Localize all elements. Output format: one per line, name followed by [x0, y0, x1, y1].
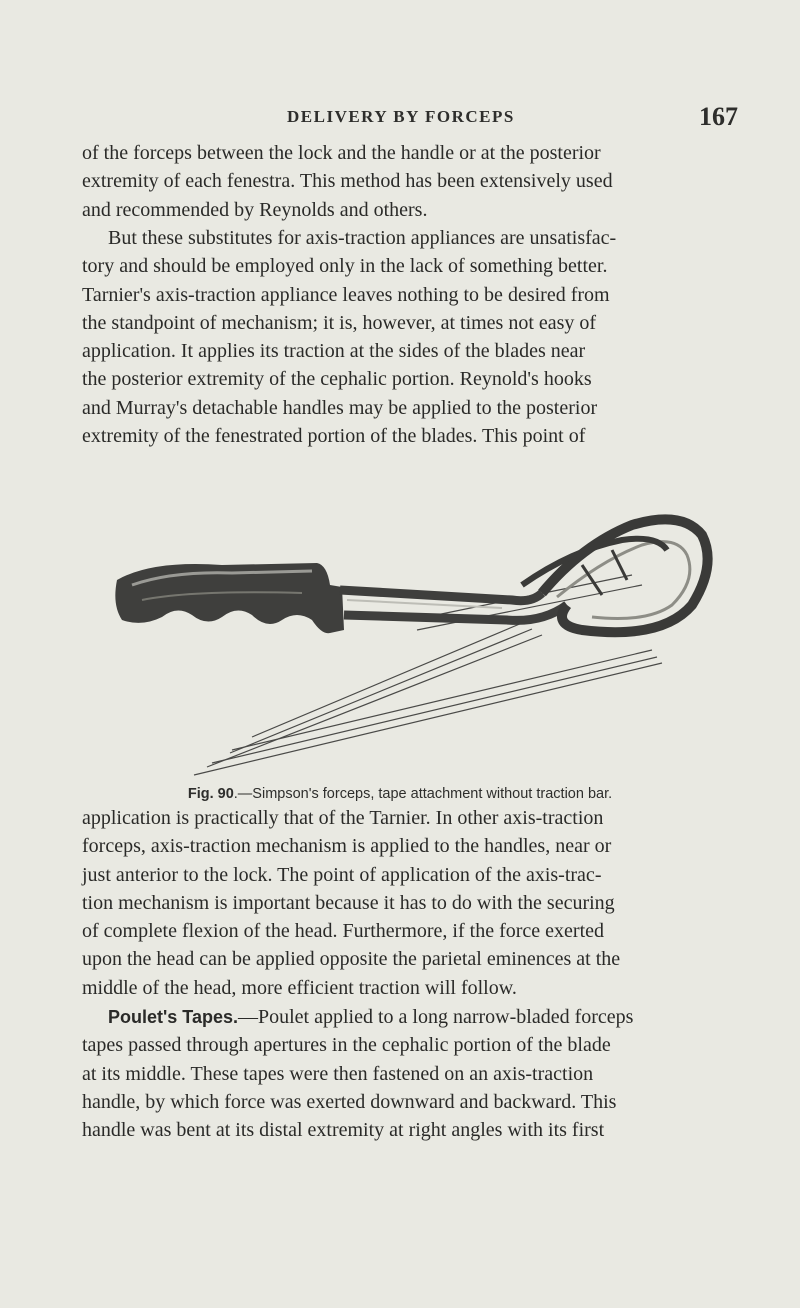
paragraph-1 — [82, 139, 738, 224]
text-line: at its middle. These tapes were then fastened on an axis-traction — [82, 1062, 594, 1085]
text-line: of complete flexion of the head. Furthermore, if the force exerted — [82, 920, 605, 943]
text-line: tion mechanism is important because it has to do with the securing — [82, 891, 615, 914]
text-line: Tarnier's axis-traction appliance leaves nothing to be desired from — [82, 283, 610, 306]
text-line: application is practically that of the Tarnier. In other axis-traction — [82, 807, 604, 829]
text-line: handle was bent at its distal extremity at right angles with its first — [82, 1119, 605, 1142]
paragraph-2 — [82, 224, 738, 450]
text-line: handle, by which force was exerted downward and backward. This — [82, 1090, 617, 1113]
text-line: the standpoint of mechanism; it is, however, at times not easy of — [82, 311, 597, 334]
figure-caption-text: .—Simpson's forceps, tape attachment without traction bar. — [233, 786, 613, 802]
text-line: But these substitutes for axis-traction appliances are unsatisfac- — [108, 227, 617, 249]
text-line: of the forceps between the lock and the handle or at the posterior — [82, 142, 601, 164]
running-head: DELIVERY BY FORCEPS — [287, 107, 515, 126]
section-heading: Poulet's Tapes. — [108, 1007, 238, 1027]
page-number: 167 — [699, 102, 738, 131]
text-line: tory and should be employed only in the lack of something better. — [82, 255, 608, 278]
text-line: upon the head can be applied opposite the parietal eminences at the — [82, 948, 621, 971]
text-line: tapes passed through apertures in the cephalic portion of the blade — [82, 1034, 611, 1057]
text-line: application. It applies its traction at the sides of the blades near — [82, 340, 586, 363]
text-line: and recommended by Reynolds and others. — [82, 198, 428, 221]
forceps-illustration — [112, 505, 722, 780]
section-first-line — [82, 1003, 738, 1031]
text-line: just anterior to the lock. The point of application of the axis-trac- — [82, 863, 602, 886]
text-line: middle of the head, more efficient traction will follow. — [82, 976, 517, 999]
text-line: extremity of the fenestrated portion of the blades. This point of — [82, 425, 586, 448]
figure-caption — [0, 786, 800, 802]
figure-label: Fig. 90 — [187, 786, 234, 802]
paragraph-3 — [82, 804, 738, 1002]
text-line: the posterior extremity of the cephalic portion. Reynold's hooks — [82, 368, 592, 391]
forceps-handle — [115, 563, 344, 633]
section-poulets-tapes — [82, 1003, 738, 1144]
text-line: and Murray's detachable handles may be applied to the posterior — [82, 396, 598, 419]
forceps-shanks — [340, 590, 567, 620]
text-line: —Poulet applied to a long narrow-bladed forceps — [237, 1006, 634, 1028]
text-line: extremity of each fenestra. This method has been extensively used — [82, 170, 613, 193]
text-line: forceps, axis-traction mechanism is applied to the handles, near or — [82, 835, 612, 858]
page-header — [0, 103, 800, 133]
